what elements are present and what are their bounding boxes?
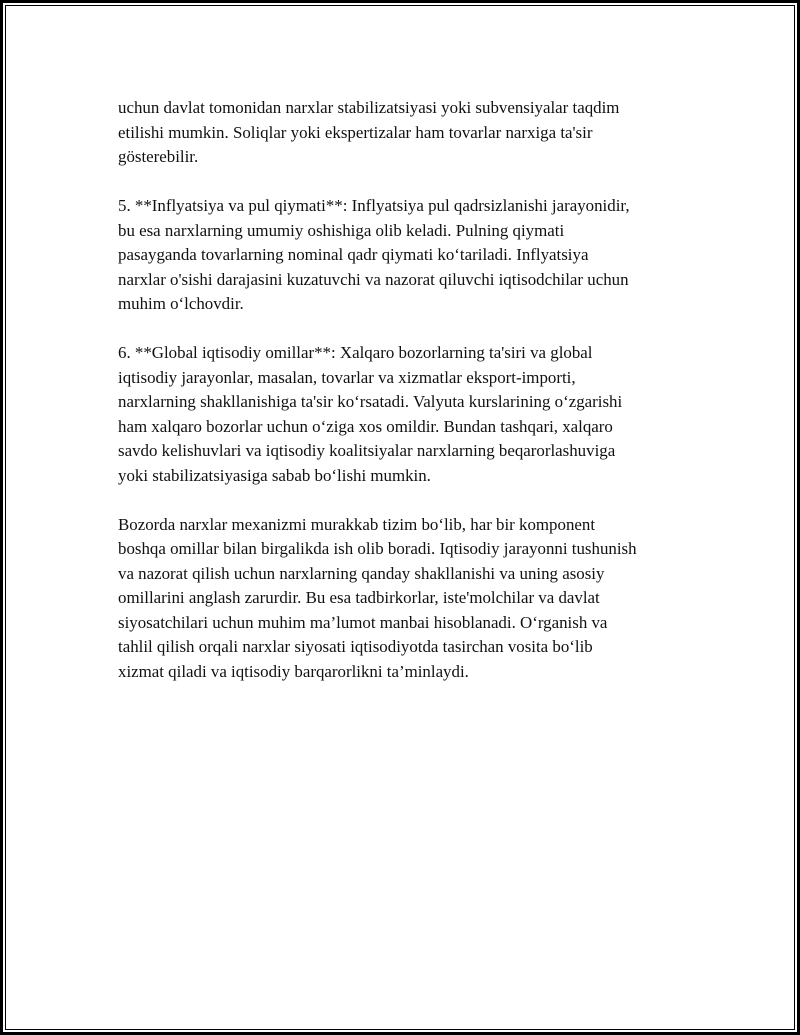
paragraph-item-6-global-factors [118,341,693,488]
paragraph-conclusion [118,513,693,685]
text-line: narxlarning shakllanishiga ta'sir ko‘rsatadi. Valyuta kurslarining o‘zgarishi [118,392,623,411]
text-line: iqtisodiy jarayonlar, masalan, tovarlar va xizmatlar eksport-importi, [118,367,576,387]
text-line: pasayganda tovarlarning nominal qadr qiymati ko‘tariladi. Inflyatsiya [118,245,589,264]
text-line: Bozorda narxlar mexanizmi murakkab tizim bo‘lib, har bir komponent [118,514,596,534]
text-line: 6. **Global iqtisodiy omillar**: Xalqaro bozorlarning ta'siri va global [118,343,593,362]
text-line: muhim o‘lchovdir. [118,294,244,313]
text-line: narxlar o'sishi darajasini kuzatuvchi va nazorat qiluvchi iqtisodchilar uchun [118,269,629,289]
paragraph-item-5-inflation [118,194,693,317]
text-line: bu esa narxlarning umumiy oshishiga olib keladi. Pulning qiymati [118,220,565,240]
text-line: siyosatchilari uchun muhim ma’lumot manbai hisoblanadi. O‘rganish va [118,612,608,632]
document-body [118,96,693,709]
text-line: ham xalqaro bozorlar uchun o‘ziga xos omildir. Bundan tashqari, xalqaro [118,416,613,436]
text-line: omillarini anglash zarurdir. Bu esa tadbirkorlar, iste'molchilar va davlat [118,588,600,607]
text-line: boshqa omillar bilan birgalikda ish olib boradi. Iqtisodiy jarayonni tushunish [118,539,637,558]
paragraph-intro-continuation [118,96,693,170]
text-line: xizmat qiladi va iqtisodiy barqarorlikni ta’minlaydi. [118,661,469,681]
text-line: tahlil qilish orqali narxlar siyosati iqtisodiyotda tasirchan vosita bo‘lib [118,637,593,656]
text-line: etilishi mumkin. Soliqlar yoki ekspertizalar ham tovarlar narxiga ta'sir [118,122,593,142]
text-line: gösterebilir. [118,147,199,166]
text-line: yoki stabilizatsiyasiga sabab bo‘lishi mumkin. [118,465,431,485]
text-line: 5. **Inflyatsiya va pul qiymati**: Inflyatsiya pul qadrsizlanishi jarayonidir, [118,196,630,215]
text-line: savdo kelishuvlari va iqtisodiy koalitsiyalar narxlarning beqarorlashuviga [118,441,616,460]
text-line: va nazorat qilish uchun narxlarning qanday shakllanishi va uning asosiy [118,563,605,583]
text-line: uchun davlat tomonidan narxlar stabilizatsiyasi yoki subvensiyalar taqdim [118,98,620,117]
